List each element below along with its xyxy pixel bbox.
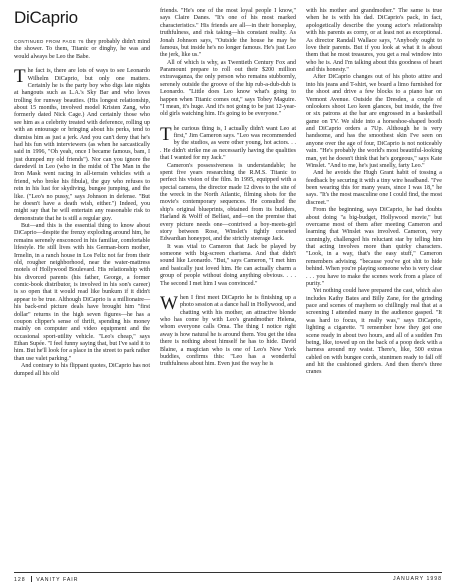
paragraph: When I first meet DiCaprio he is finishing up a photo session at a dance hall in Hollywood, and chatting with his mother, an attractive blonde who has come by with Leo's grandmother Helena, whom everyone calls Oma. The thing I notice right away is how natural he is around them. You get the idea there is nothing about himself he has to hide. David Blaine, a magician who is one of Leo's New York buddies, confirms this: "Leo has a wonderful truthfulness about him. Even just the way he is	[160, 292, 296, 368]
page-footer	[14, 572, 442, 583]
paragraph: All of which is why, as Twentieth Century Fox and Paramount prepare to roll out their $200 million extravaganza, the only person who remains stubbornly, serenely outside the groove of the hip rub-a-dub-dub is Leonardo. "Little does Leo know what's going to happen when Titanic comes out," says Tobey Maguire. "I mean, it's huge. And it's not going to be just 12-year-old girls watching him. It's going to be everyone."	[160, 59, 296, 118]
paragraph: Yet nothing could have prepared the cast, which also includes Kathy Bates and Billy Zane, for the grinding pace and scenes of mayhem so chillingly real that at a screening I attended many in the audience gasped. "It was hard to focus, it really was," says DiCaprio, lighting a cigarette. "I remember how they got one scene ready in about two hours, and all of a sudden I'm being, like, towed up on the back of a poop deck with a harness around my waist. There's, like, 500 extras cabled on with bungee cords, stuntmen ready to fall off and hit the cushioned girders. And then there's three cranes	[306, 288, 442, 376]
paragraph: After DiCaprio changes out of his photo attire and into his jeans and T-shirt, we board a limo furnished for the shoot and drive a few blocks to a piano bar on Vermont Avenue. Outside the Dresden, a couple of onlookers shoot Leo keen glances, but inside, the five or six patrons at the bar are engrossed in a basketball game on TV. We slide into a horseshoe-shaped booth and DiCaprio orders a 7Up. Although he is very handsome, and has the smoothest skin I've seen on anyone over the age of four, DiCaprio is not noticeably vain. "He's probably the world's most beautiful-looking man, yet he doesn't think that he's gorgeous," says Kate Winslet. "And to me, he's just smelly, farty Leo."	[306, 74, 442, 169]
paragraph: The curious thing is, I actually didn't want Leo at first," Jim Cameron says. "Leo was recommended by the studios, as were other young, hot actors. . . . He didn't strike me as necessarily having the qualities that I wanted for my Jack."	[160, 123, 296, 162]
text-column-3	[306, 8, 442, 377]
paragraph: The fact is, there are lots of ways to see Leonardo Wilhelm DiCaprio, but only one matters. Certainly he is the party boy who digs late nights at hangouts such as L.A.'s Sky Bar and who loves trolling for runway beauties. (His longest relationship, about 15 months, involved model Kristen Zang, who formerly dated Nick Cage.) And certainly those who see him as a celebrity treated with deference, rolling up with an entourage or bringing about his perks, tend to dismiss him as just a jerk. And you can't deny that he's had his fun with interviewers (as when he sarcastically said in 1996, "Oh yeah, once I became famous, bam, I just dumped my old friends"). Nor can you ignore the daredevil in Leo (who in the midst of The Man in the Iron Mask went racing in all-terrain vehicles with a friend, who broke his fibula), the guy who refuses to rein in his lust for skydiving, bungee jumping, and the like. ("Leo's no pussy," says Johnson in defense. "But he doesn't have a death wish, either.") Indeed, you might say that he will entertain any reasonable risk to demonstrate that he is still a regular guy.	[14, 66, 150, 222]
paragraph: CONTINUED FROM PAGE 76 they probably didn't mind the shower. To them, Titanic or dinghy, he was and would always be Leo the Babe.	[14, 39, 150, 60]
paragraph: And he avoids the Hugh Grant habit of tossing a feedback by securing it with a tiny wire headband. "I've been wearing this for many years, since I was 18," he says. "It's the most masculine one I could find, the most discreet."	[306, 170, 442, 206]
paragraph: friends. "He's one of the most loyal people I know," says Claire Danes. "It's one of his most marked characteristics." His friends are all—in their horseplay, truthfulness, and risk taking—his constant reality. As Jonah Johnson says, "Outside the house he may be famous, but inside he's no longer famous. He's just Leo the jerk, like us."	[160, 8, 296, 59]
paragraph: Cameron's possessiveness is understandable; he spent five years researching the R.M.S. Titanic to perfect his vision of the film. In 1995, equipped with a special camera, the director made 12 dives to the site of the wreck in the North Atlantic, filming shots for the movie's contemporary sequences. He consulted the ship's original blueprints, obtained from its builders, Harland & Wolff of Belfast, and—on the premise that every picture needs one—contrived a boy-meets-girl story between Rose, Winslet's tightly corseted Edwardian honeypot, and the strictly steerage Jack.	[160, 162, 296, 243]
magazine-name: VANITY FAIR	[36, 577, 79, 583]
text-column-2	[160, 8, 296, 369]
footer-left	[14, 576, 78, 583]
paragraph: It was vital to Cameron that Jack be played by someone with big-screen charisma. And that didn't sound like Leonardo. "But," says Cameron, "I met him and basically just loved him. He can actually charm a group of people without doing anything obvious. . . . The second I met him I was convinced."	[160, 243, 296, 287]
paragraph: But—and this is the essential thing to know about DiCaprio—despite the frenzy exploding around him, he remains serenely ensconced in his familiar, comfortable lifestyle. He still lives with his German-born mother, Irmelin, in a ranch house in Los Feliz not far from their old, rougher neighborhood, near the water-mattress motels of Hollywood Boulevard. His relationship with his divorced parents (his father, George, a former comic-book distributor, is involved in his son's career) is so open that it would read like bunkum if it didn't appear to be true. Although DiCaprio is a millionaire—his back-end picture deals have brought him "first dollar" returns in the high seven figures—he has a coupon clipper's sense of thrift, spending his money mainly on computer and video equipment and the occasional sport-utility vehicle. "Leo's cheap," says Ethan Supée. "I feel funny saying that, but I've said it to him. But he'll look for a place in the street to park rather than use valet parking."	[14, 223, 150, 362]
text-column-1	[14, 38, 150, 378]
drop-cap: W	[160, 292, 178, 314]
continued-label: CONTINUED FROM PAGE 76	[14, 39, 84, 44]
article-title: DiCaprio	[14, 8, 78, 27]
drop-cap: T	[14, 66, 26, 88]
drop-cap: T	[160, 123, 172, 145]
article-page	[14, 8, 442, 570]
page-number: 128	[14, 577, 26, 583]
issue-date: JANUARY 1998	[392, 576, 442, 582]
paragraph: And contrary to his flippant quotes, DiCaprio has not dumped all his old	[14, 363, 150, 377]
paragraph: From the beginning, says DiCaprio, he had doubts about doing "a big-budget, Hollywood movie," but overcame most of them after meeting Cameron and learning that Winslet was involved. Cameron, very cunningly, challenged his reluctant star by telling him that acting involves more than quirky characters. "Look, in a way, that's the easy stuff," Cameron remembers advising. "because you've got shit to hide behind. When you're playing someone who is very clear . . . you have to make the scenes work from a place of purity."	[306, 207, 442, 287]
footer-divider	[31, 576, 32, 582]
paragraph: with his mother and grandmother." The same is true when he is with his dad. DiCaprio's pack, in fact, apologetically describe the young actor's relationship with his parents as corny, or at least not as exceptional. As director Randall Wallace says, "Anybody ought to love their parents. But if you look at what it is about them that he most treasures, you get a real window into who he is. And I'm talking about this goodness of heart and this honesty."	[306, 8, 442, 73]
